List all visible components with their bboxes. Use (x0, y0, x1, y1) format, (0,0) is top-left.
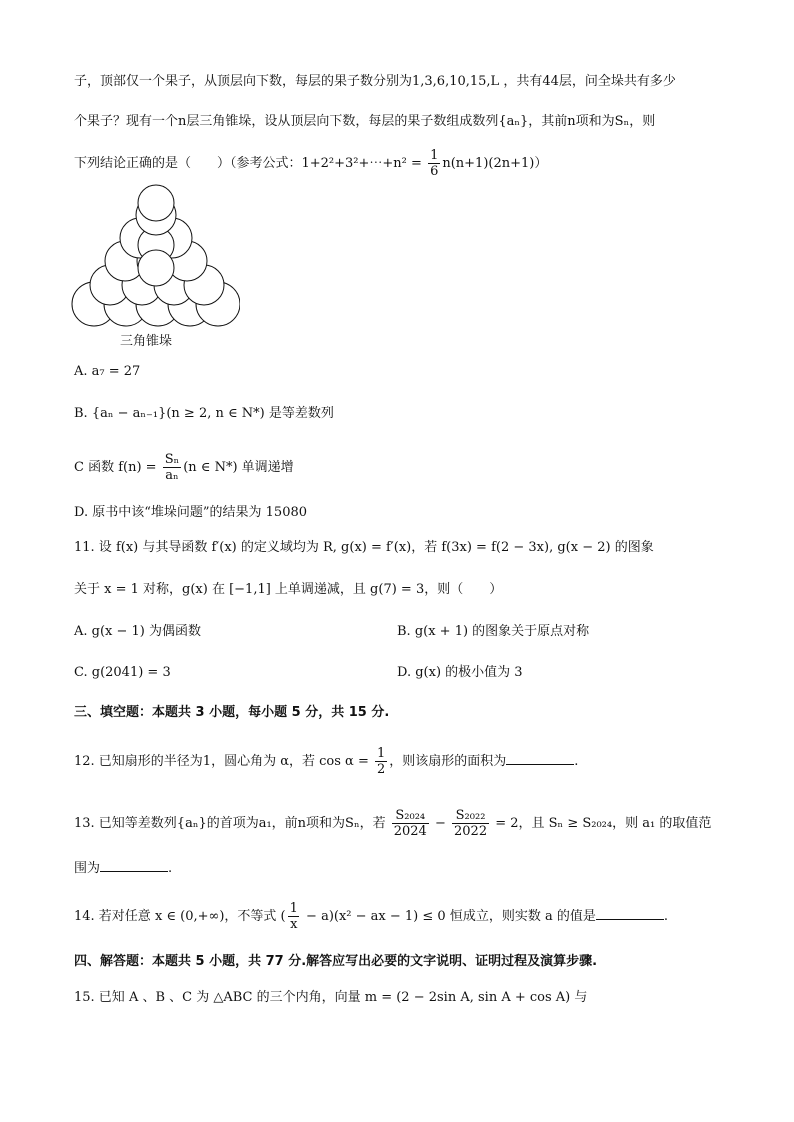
q12-suffix: ，则该扇形的面积为 (389, 754, 507, 769)
section-4-heading: 四、解答题：本题共 5 小题，共 77 分.解答应写出必要的文字说明、证明过程及演算步骤. (74, 954, 598, 969)
q14-prefix: 14. 若对任意 x ∈ (0,+∞)，不等式 ( (74, 909, 286, 924)
q13-line-2 (74, 857, 172, 879)
q12-prefix: 12. 已知扇形的半径为1，圆心角为 α，若 cos α = (74, 754, 373, 769)
intro-line-2: 个果子？现有一个n层三角锥垛，设从顶层向下数，每层的果子数组成数列{aₙ}，其前n项和为Sₙ，则 (74, 114, 656, 129)
fruit-circle (138, 250, 174, 286)
q13-prefix: 13. 已知等差数列{aₙ}的首项为a₁，前n项和为Sₙ，若 (74, 816, 390, 831)
q12-answer-blank[interactable] (506, 750, 574, 765)
q10-c-den: aₙ (165, 468, 179, 483)
q15-line-1: 15. 已知 A 、B 、C 为 △ABC 的三个内角，向量 m = (2 − 2sin A, sin A + cos A) 与 (74, 990, 588, 1005)
q13-num-2: S₂₀₂₂ (455, 808, 486, 823)
q13-fraction-2 (452, 808, 489, 839)
q11-line-2: 关于 x = 1 对称，g(x) 在 [−1,1] 上单调递减，且 g(7) = 3，则（ ） (74, 582, 503, 597)
q14-num: 1 (289, 901, 298, 916)
q11-option-b: B. g(x + 1) 的图象关于原点对称 (397, 624, 590, 639)
q12-den: 2 (376, 762, 386, 777)
q13-den-1: 2024 (393, 824, 427, 839)
q10-option-c (74, 452, 294, 483)
intro-line-1: 子，顶部仅一个果子，从顶层向下数，每层的果子数分别为1,3,6,10,15,L ，共有44层，问全垛共有多少 (74, 74, 676, 89)
q11-option-d: D. g(x) 的极小值为 3 (397, 665, 523, 680)
q14-fraction (288, 901, 300, 932)
q10-option-d: D. 原书中该“堆垛问题”的结果为 15080 (74, 505, 308, 520)
q14-answer-blank[interactable] (596, 905, 664, 920)
section-3-heading: 三、填空题：本题共 3 小题，每小题 5 分，共 15 分. (74, 705, 390, 720)
triangular-pile-figure (70, 183, 240, 331)
intro-frac-num: 1 (430, 148, 439, 163)
intro-line-3-prefix: 下列结论正确的是（ ）（参考公式：1+2²+3²+⋯+n² = (74, 156, 427, 171)
q12-end: . (574, 754, 579, 769)
q13-minus: − (430, 816, 450, 831)
q10-option-a: A. a₇ = 27 (74, 364, 141, 379)
q10-c-suffix: (n ∈ N*) 单调递增 (183, 460, 294, 475)
intro-line-3 (74, 148, 547, 179)
q12 (74, 746, 578, 777)
q10-c-fraction (163, 452, 182, 483)
q10-option-b: B. {aₙ − aₙ₋₁}(n ≥ 2, n ∈ N*) 是等差数列 (74, 406, 334, 421)
q13-num-1: S₂₀₂₄ (395, 808, 426, 823)
q10-c-num: Sₙ (164, 452, 180, 467)
q13-end: . (168, 861, 173, 876)
q14-end: . (663, 909, 668, 924)
q14-den: x (290, 917, 298, 932)
intro-line-3-formula: n(n+1)(2n+1)） (442, 156, 548, 171)
q14 (74, 901, 668, 932)
q11-line-1: 11. 设 f(x) 与其导函数 f′(x) 的定义域均为 R, g(x) = f′(x)，若 f(3x) = f(2 − 3x), g(x − 2) 的图象 (74, 540, 654, 555)
q12-num: 1 (376, 746, 386, 761)
intro-frac-den: 6 (430, 164, 439, 179)
q14-suffix: − a)(x² − ax − 1) ≤ 0 恒成立，则实数 a 的值是 (301, 909, 596, 924)
q13-fraction-1 (392, 808, 429, 839)
q11-option-c: C. g(2041) = 3 (74, 665, 171, 680)
q11-option-a: A. g(x − 1) 为偶函数 (74, 624, 202, 639)
q13 (74, 808, 711, 839)
q13-den-2: 2022 (454, 824, 488, 839)
q12-fraction (375, 746, 387, 777)
fruit-circle (138, 185, 174, 221)
q10-c-prefix: C 函数 f(n) = (74, 460, 161, 475)
figure-caption: 三角锥垛 (120, 334, 173, 349)
q13-line-2-text: 围为 (74, 861, 101, 876)
q13-suffix: = 2，且 Sₙ ≥ S₂₀₂₄，则 a₁ 的取值范 (491, 816, 712, 831)
q13-answer-blank[interactable] (100, 857, 168, 872)
intro-fraction (428, 148, 440, 179)
